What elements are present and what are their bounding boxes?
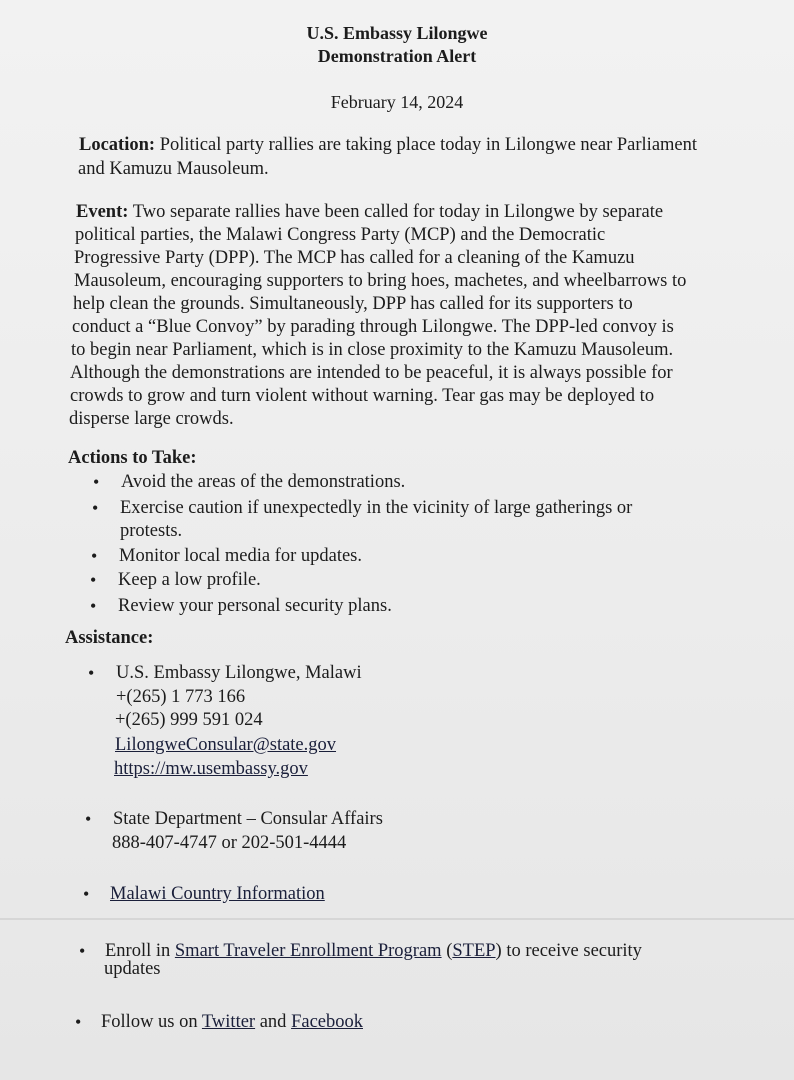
alert-title: Demonstration Alert xyxy=(317,46,477,66)
bullet-icon: • xyxy=(79,941,86,961)
event-line-10: disperse large crowds. xyxy=(69,409,234,429)
event-line-1 xyxy=(76,201,663,224)
bullet-icon: • xyxy=(88,663,95,683)
embassy-website-link[interactable]: https://mw.usembassy.gov xyxy=(114,759,308,779)
paper-fold xyxy=(0,918,794,920)
event-line-3: Progressive Party (DPP). The MCP has called for a cleaning of the Kamuzu xyxy=(74,248,635,268)
action-item-caution-cont: protests. xyxy=(120,521,183,541)
enroll-paren: ( xyxy=(441,941,453,961)
event-label: Event: xyxy=(76,202,129,222)
location-line-2: and Kamuzu Mausoleum. xyxy=(78,159,269,179)
action-item-monitor: Monitor local media for updates. xyxy=(119,546,363,566)
step-program-link[interactable]: Smart Traveler Enrollment Program xyxy=(174,941,442,961)
bullet-icon: • xyxy=(93,472,100,492)
enroll-prefix: Enroll in xyxy=(105,941,175,961)
enroll-line-2: updates xyxy=(104,959,161,979)
enroll-line-1 xyxy=(105,940,642,963)
facebook-link[interactable]: Facebook xyxy=(291,1012,363,1032)
embassy-title: U.S. Embassy Lilongwe xyxy=(306,23,488,43)
embassy-phone-2: +(265) 999 591 024 xyxy=(115,710,263,730)
event-line-8: Although the demonstrations are intended to be peaceful, it is always possible for xyxy=(70,363,673,383)
enroll-suffix: ) to receive security xyxy=(495,941,642,961)
action-item-review: Review your personal security plans. xyxy=(118,596,392,616)
bullet-icon: • xyxy=(92,498,99,518)
bullet-icon: • xyxy=(90,570,97,590)
bullet-icon: • xyxy=(83,884,90,904)
action-item-avoid: Avoid the areas of the demonstrations. xyxy=(121,472,406,492)
state-dept-phones: 888-407-4747 or 202-501-4444 xyxy=(112,833,347,853)
bullet-icon: • xyxy=(85,809,92,829)
event-text-1: Two separate rallies have been called for today in Lilongwe by separate xyxy=(132,202,664,222)
location-label: Location: xyxy=(79,135,156,155)
location-text-1: Political party rallies are taking place today in Lilongwe near Parliament xyxy=(159,135,698,155)
action-item-caution: Exercise caution if unexpectedly in the vicinity of large gatherings or xyxy=(120,498,633,518)
event-line-9: crowds to grow and turn violent without warning. Tear gas may be deployed to xyxy=(70,386,655,406)
state-dept-name: State Department – Consular Affairs xyxy=(113,809,383,829)
event-line-4: Mausoleum, encouraging supporters to bring hoes, machetes, and wheelbarrows to xyxy=(74,271,687,291)
bullet-icon: • xyxy=(90,596,97,616)
location-line-1 xyxy=(79,134,697,157)
action-item-profile: Keep a low profile. xyxy=(118,570,261,590)
twitter-link[interactable]: Twitter xyxy=(201,1012,256,1032)
alert-date: February 14, 2024 xyxy=(330,92,464,112)
bullet-icon: • xyxy=(75,1012,82,1032)
assistance-heading: Assistance: xyxy=(65,628,154,648)
actions-heading: Actions to Take: xyxy=(68,448,197,468)
country-info-link[interactable]: Malawi Country Information xyxy=(110,884,325,904)
embassy-phone-1: +(265) 1 773 166 xyxy=(116,687,246,707)
follow-line xyxy=(101,1011,363,1034)
step-link[interactable]: STEP xyxy=(452,941,496,961)
follow-prefix: Follow us on xyxy=(101,1012,202,1032)
event-line-7: to begin near Parliament, which is in close proximity to the Kamuzu Mausoleum. xyxy=(71,340,674,360)
follow-and: and xyxy=(255,1012,292,1032)
embassy-name: U.S. Embassy Lilongwe, Malawi xyxy=(116,663,362,683)
event-line-5: help clean the grounds. Simultaneously, DPP has called for its supporters to xyxy=(73,294,633,314)
bullet-icon: • xyxy=(91,546,98,566)
event-line-2: political parties, the Malawi Congress Party (MCP) and the Democratic xyxy=(75,225,606,245)
event-line-6: conduct a “Blue Convoy” by parading through Lilongwe. The DPP-led convoy is xyxy=(72,317,674,337)
embassy-email-link[interactable]: LilongweConsular@state.gov xyxy=(115,735,337,755)
